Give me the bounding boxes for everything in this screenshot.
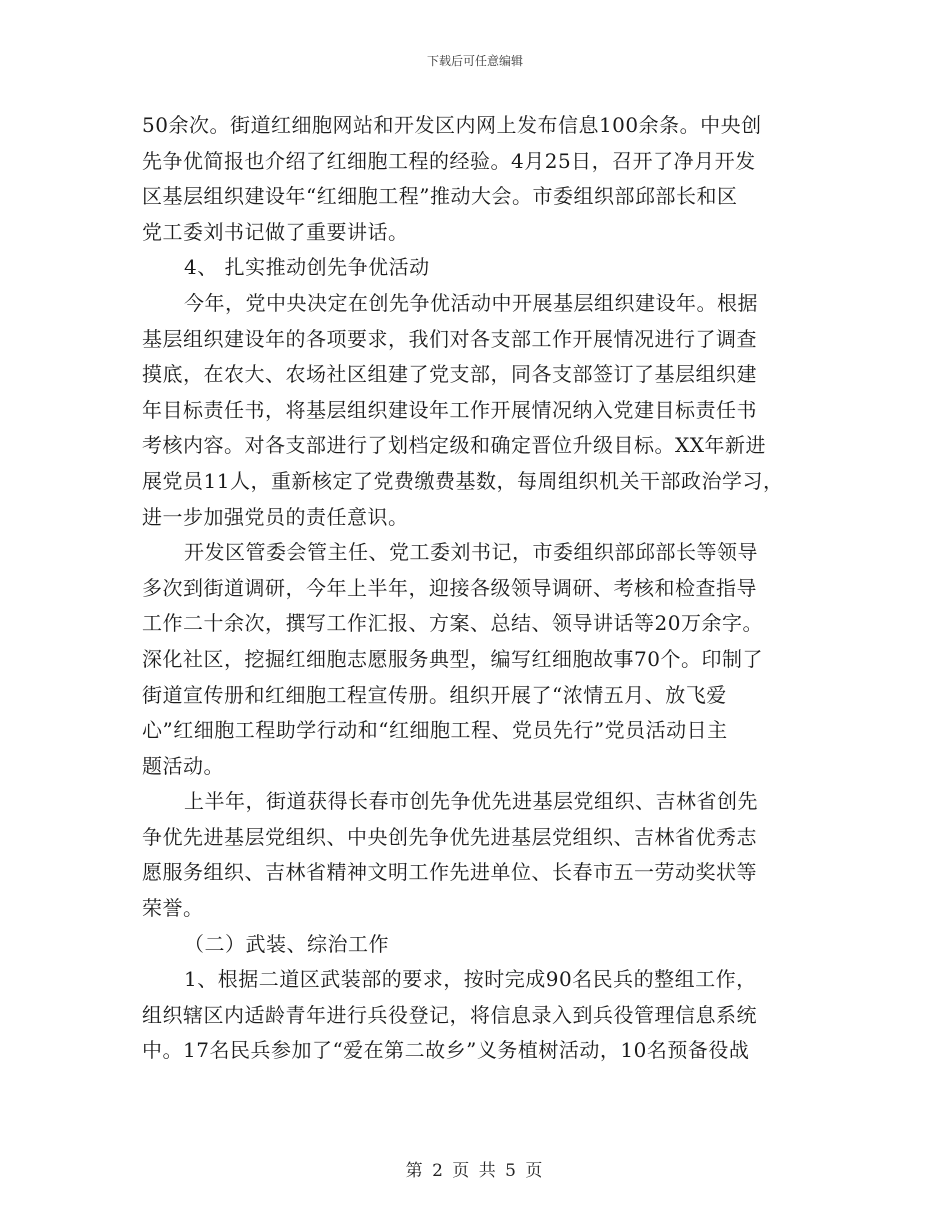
text-line: 荣誉。 xyxy=(142,896,204,921)
text-line: 考核内容。对各支部进行了划档定级和确定晋位升级目标。XX年新进 xyxy=(142,433,766,458)
text-line: 区基层组织建设年“红细胞工程”推动大会。市委组织部邱部长和区 xyxy=(142,184,738,209)
text-line: 开发区管委会管主任、党工委刘书记，市委组织部邱部长等领导 xyxy=(184,540,758,565)
text-line: 题活动。 xyxy=(142,753,224,778)
text-line: 心”红细胞工程助学行动和“红细胞工程、党员先行”党员活动日主 xyxy=(142,718,728,743)
page-header: 下载后可任意编辑 xyxy=(426,54,523,68)
text-line: 中。17名民兵参加了“爱在第二故乡”义务植树活动，10名预备役战 xyxy=(142,1038,750,1063)
text-line: 深化社区，挖掘红细胞志愿服务典型，编写红细胞故事70个。印制了 xyxy=(142,646,763,671)
text-line: 上半年，街道获得长春市创先争优先进基层党组织、吉林省创先 xyxy=(184,789,758,814)
document-body xyxy=(142,108,822,1069)
text-line: 争优先进基层党组织、中央创先争优先进基层党组织、吉林省优秀志 xyxy=(142,824,757,849)
text-line: 今年，党中央决定在创先争优活动中开展基层组织建设年。根据 xyxy=(184,290,758,315)
page-footer: 第 2 页 共 5 页 xyxy=(405,1161,545,1181)
text-line: 组织辖区内适龄青年进行兵役登记，将信息录入到兵役管理信息系统 xyxy=(142,1002,757,1027)
text-line: 先争优简报也介绍了红细胞工程的经验。4月25日，召开了净月开发 xyxy=(142,148,756,173)
text-line: 1、根据二道区武装部的要求，按时完成90名民兵的整组工作， xyxy=(184,967,757,992)
text-line: 多次到街道调研，今年上半年，迎接各级领导调研、考核和检查指导 xyxy=(142,575,757,600)
text-line: 摸底，在农大、农场社区组建了党支部，同各支部签订了基层组织建 xyxy=(142,362,757,387)
text-line: 年目标责任书，将基层组织建设年工作开展情况纳入党建目标责任书 xyxy=(142,397,757,422)
text-line: 展党员11人，重新核定了党费缴费基数，每周组织机关干部政治学习， xyxy=(142,468,784,493)
section-heading: （二）武装、综治工作 xyxy=(184,931,389,956)
text-line: 进一步加强党员的责任意识。 xyxy=(142,504,409,529)
text-line: 党工委刘书记做了重要讲话。 xyxy=(142,219,409,244)
text-line: 工作二十余次，撰写工作汇报、方案、总结、领导讲话等20万余字。 xyxy=(142,611,763,636)
text-line: 50余次。街道红细胞网站和开发区内网上发布信息100余条。中央创 xyxy=(142,113,762,137)
text-line: 愿服务组织、吉林省精神文明工作先进单位、长春市五一劳动奖状等 xyxy=(142,860,757,885)
text-line: 街道宣传册和红细胞工程宣传册。组织开展了“浓情五月、放飞爱 xyxy=(142,682,727,707)
text-line: 基层组织建设年的各项要求，我们对各支部工作开展情况进行了调查 xyxy=(142,326,757,351)
section-heading: 4、 扎实推动创先争优活动 xyxy=(184,255,430,280)
